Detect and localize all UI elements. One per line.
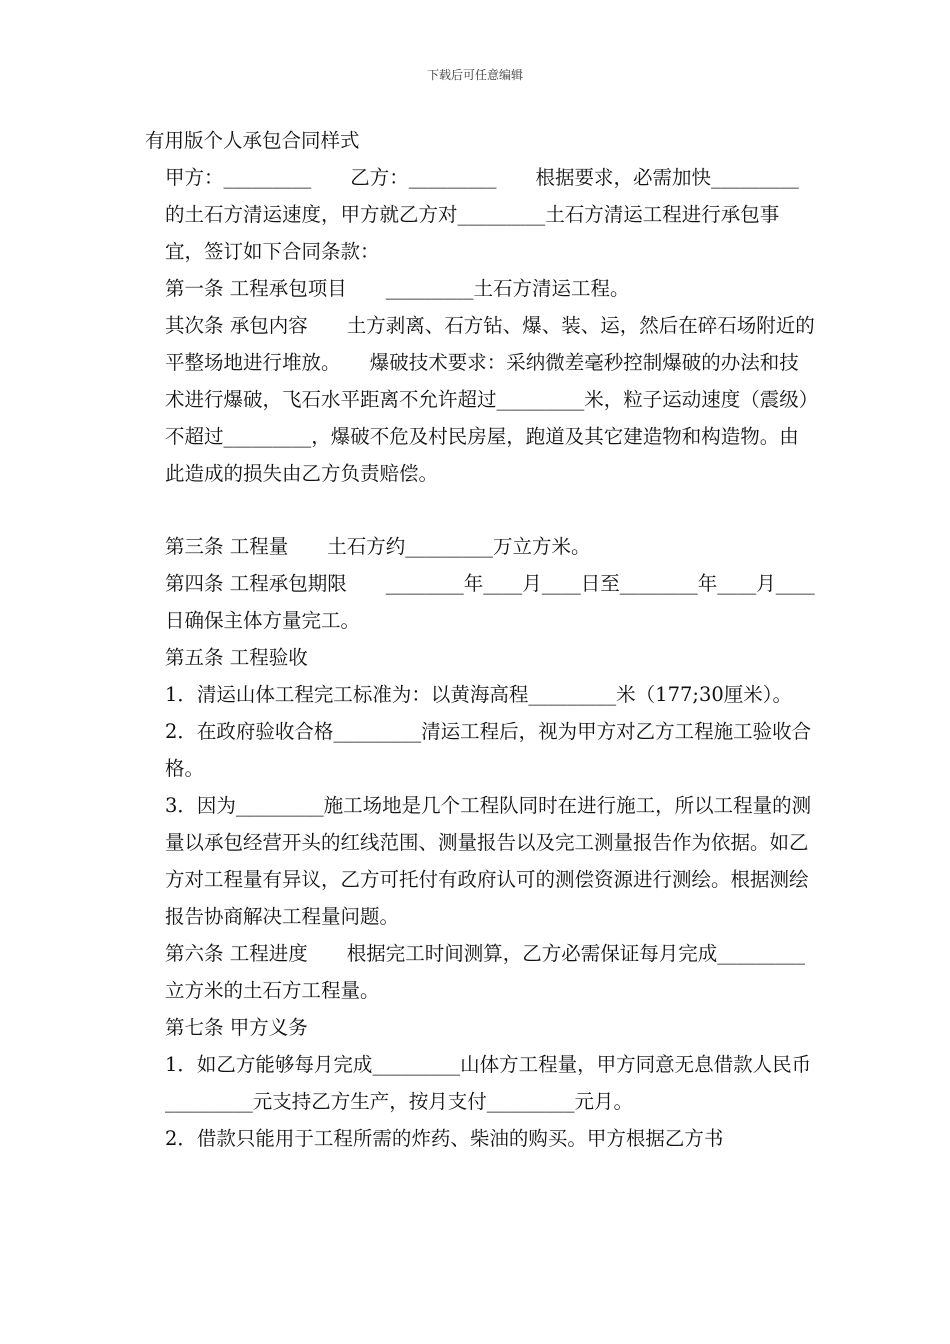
paragraph: 第一条 工程承包项目 _________土石方清运工程。 [165,277,630,300]
paragraph: 第三条 工程量 土石方约_________万立方米。 [165,535,591,558]
paragraph: 其次条 承包内容 土方剥离、石方钻、爆、装、运，然后在碎石场附近的平整场地进行堆放。 爆破技术要求：采纳微差毫秒控制爆破的办法和技术进行爆破，飞石水平距离不允许超过_________米，粒子运动速度（震级）不超过_________，爆破不危及村民房屋，跑道及其它建造物和构造物。由此造成的损失由乙方负责赔偿。 [165,314,815,485]
document-body [145,122,815,1157]
paragraph: 第四条 工程承包期限 ________年____月____日至________年____月____日确保主体方量完工。 [165,572,815,632]
paragraph-spacer [145,492,815,528]
paragraph: 第五条 工程验收 [165,646,308,669]
paragraph: 甲方：_________ 乙方：_________ 根据要求，必需加快_________的土石方清运速度，甲方就乙方对_________土石方清运工程进行承包事宜，签订如下合同条款： [165,166,799,263]
paragraph: 1．清运山体工程完工标准为：以黄海高程_________米（177;30厘米）。 [165,683,793,706]
paragraph: 3．因为_________施工场地是几个工程队同时在进行施工，所以工程量的测量以承包经营开头的红线范围、测量报告以及完工测量报告作为依据。如乙方对工程量有异议，乙方可托付有政府认可的测偿资源进行测绘。根据测绘报告协商解决工程量问题。 [165,794,812,928]
paragraph: 2．借款只能用于工程所需的炸药、柴油的购买。甲方根据乙方书 [165,1127,724,1150]
page-header: 下载后可任意编辑 [426,68,523,82]
paragraph: 1．如乙方能够每月完成_________山体方工程量，甲方同意无息借款人民币_________元支持乙方生产，按月支付_________元月。 [165,1053,812,1113]
paragraph: 2．在政府验收合格_________清运工程后，视为甲方对乙方工程施工验收合格。 [165,720,812,780]
document-title: 有用版个人承包合同样式 [145,129,360,152]
paragraph-list [145,159,815,1157]
paragraph: 第六条 工程进度 根据完工时间测算，乙方必需保证每月完成_________立方米的土石方工程量。 [165,942,805,1002]
paragraph: 第七条 甲方义务 [165,1016,308,1039]
